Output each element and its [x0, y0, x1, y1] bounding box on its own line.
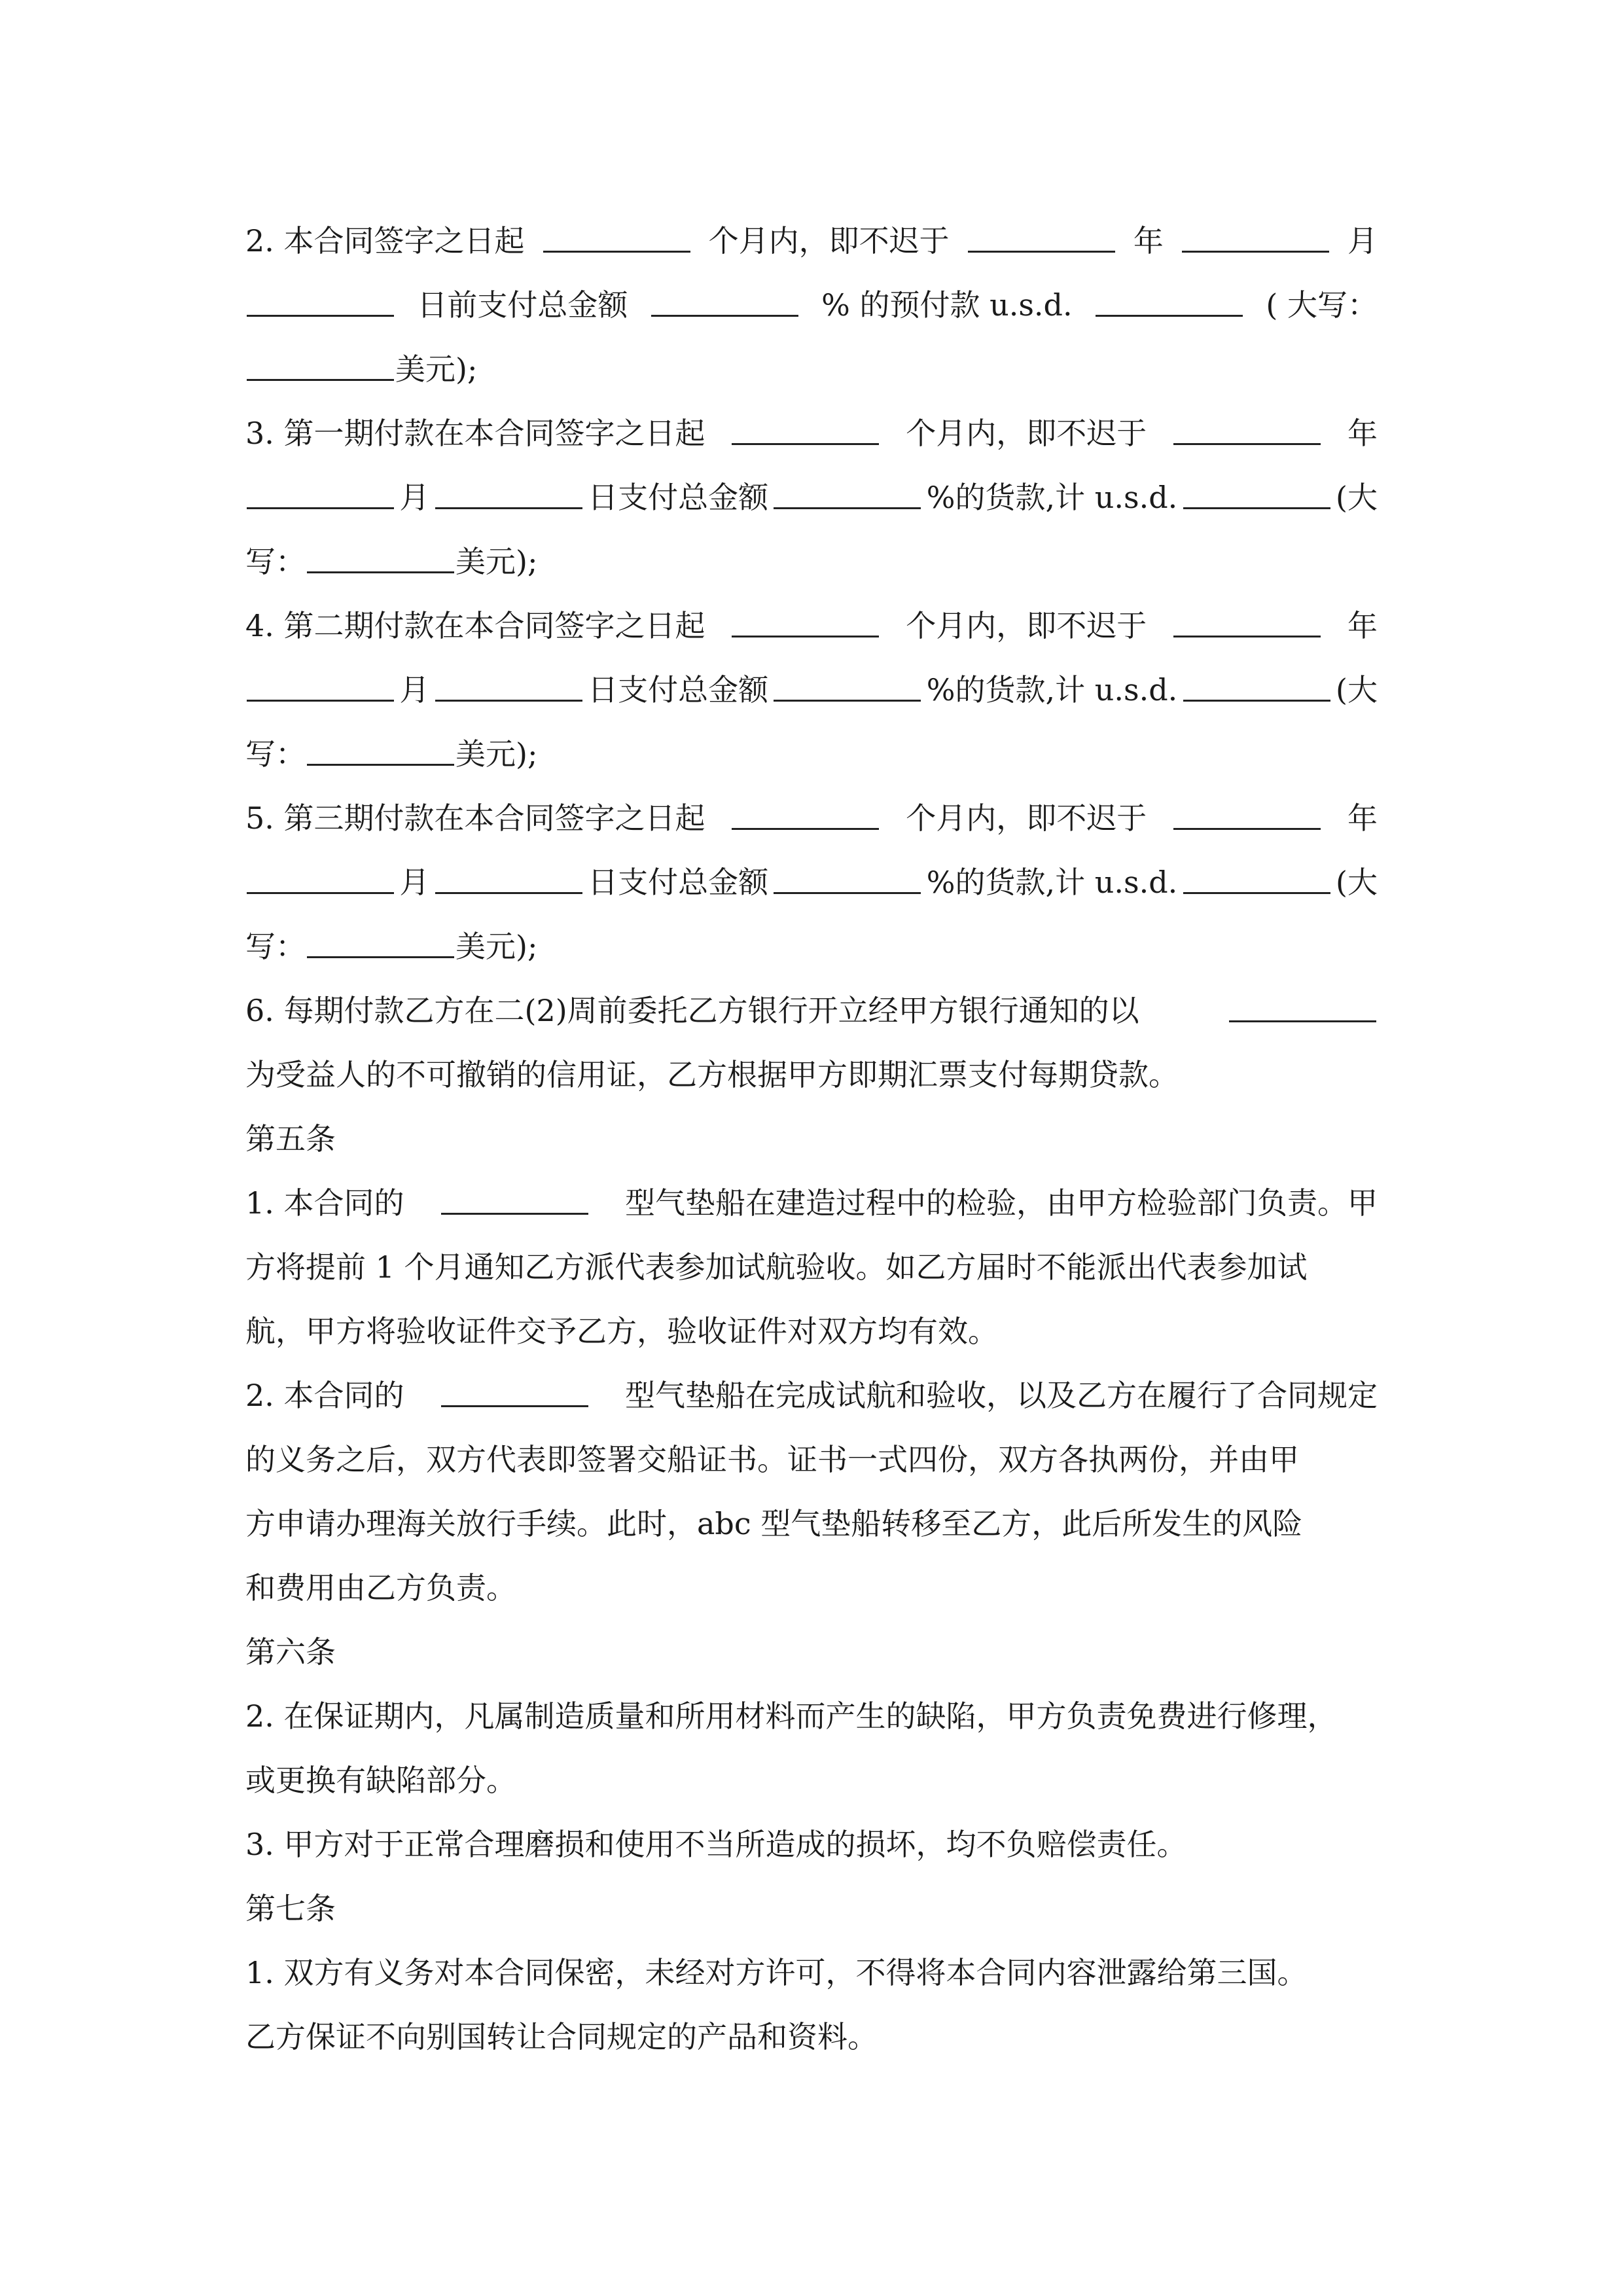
text: 年 — [1347, 608, 1378, 643]
text: 个月内，即不迟于 — [906, 416, 1147, 451]
clause-3-line-1 — [245, 389, 1378, 453]
blank-year — [1173, 414, 1321, 445]
blank-amount — [1183, 863, 1330, 894]
text: (大 — [1336, 480, 1378, 515]
text: 乙方保证不向别国转让合同规定的产品和资料。 — [245, 2019, 878, 2054]
blank-year — [1173, 799, 1321, 830]
text: 个月内，即不迟于 — [906, 608, 1147, 643]
text: 月 — [399, 865, 430, 900]
heading: 第七条 — [245, 1891, 336, 1926]
clause-6-line-2 — [245, 1030, 1378, 1094]
blank-year — [968, 222, 1115, 253]
blank-day — [435, 478, 582, 509]
text: % 的预付款 u.s.d. — [821, 287, 1073, 323]
article-6-clause-2-line-2 — [245, 1736, 1378, 1800]
text: 日前支付总金额 — [417, 287, 628, 323]
article-5-clause-2-line-2 — [245, 1415, 1378, 1479]
text: 月 — [1347, 223, 1378, 259]
text: 3. 甲方对于正常合理磨损和使用不当所造成的损坏，均不负赔偿责任。 — [245, 1827, 1187, 1862]
text: 6. 每期付款乙方在二(2)周前委托乙方银行开立经甲方银行通知的以 — [245, 993, 1139, 1028]
article-7-heading — [245, 1864, 1378, 1928]
text: 为受益人的不可撤销的信用证，乙方根据甲方即期汇票支付每期贷款。 — [245, 1057, 1179, 1092]
blank-percent — [774, 671, 921, 702]
clause-5-line-2 — [245, 838, 1378, 902]
text: 写： — [245, 544, 306, 579]
text: 2. 在保证期内，凡属制造质量和所用材料而产生的缺陷，甲方负责免费进行修理， — [245, 1698, 1338, 1734]
blank-month — [247, 671, 394, 702]
blank-amount — [1096, 286, 1243, 317]
text: 1. 本合同的 — [245, 1185, 404, 1221]
text: 型气垫船在完成试航和验收，以及乙方在履行了合同规定 — [624, 1378, 1378, 1413]
text: (大 — [1336, 865, 1378, 900]
text: 写： — [245, 736, 306, 772]
text: 美元); — [455, 929, 538, 964]
article-5-clause-2-line-3 — [245, 1479, 1378, 1543]
text: (大 — [1336, 672, 1378, 708]
article-6-clause-2-line-1 — [245, 1672, 1378, 1736]
article-5-heading — [245, 1094, 1378, 1158]
blank-day — [247, 286, 394, 317]
blank-amount-words — [307, 735, 454, 766]
blank-amount-words — [307, 543, 454, 573]
text: 写： — [245, 929, 306, 964]
text: 方申请办理海关放行手续。此时，abc 型气垫船转移至乙方，此后所发生的风险 — [245, 1506, 1303, 1541]
text: %的货款,计 u.s.d. — [926, 865, 1178, 900]
blank-month — [247, 863, 394, 894]
heading: 第六条 — [245, 1634, 336, 1670]
text: 个月内，即不迟于 — [708, 223, 950, 259]
blank-day — [435, 671, 582, 702]
clause-2-line-3 — [245, 325, 1378, 389]
clause-6-line-1 — [245, 966, 1378, 1030]
article-5-clause-1-line-2 — [245, 1223, 1378, 1287]
heading: 第五条 — [245, 1121, 336, 1157]
blank-percent — [774, 863, 921, 894]
text: 的义务之后，双方代表即签署交船证书。证书一式四份，双方各执两份，并由甲 — [245, 1442, 1299, 1477]
text: 美元); — [455, 544, 538, 579]
text: 日支付总金额 — [588, 480, 769, 515]
text: 年 — [1347, 416, 1378, 451]
text: 日支付总金额 — [588, 672, 769, 708]
text: 航，甲方将验收证件交予乙方，验收证件对双方均有效。 — [245, 1314, 998, 1349]
text: 美元); — [395, 351, 478, 387]
blank-model — [441, 1376, 588, 1407]
text: 和费用由乙方负责。 — [245, 1570, 516, 1605]
text: 型气垫船在建造过程中的检验，由甲方检验部门负责。甲 — [624, 1185, 1378, 1221]
document-body — [245, 196, 1378, 2056]
text: 月 — [399, 480, 430, 515]
text: %的货款,计 u.s.d. — [926, 480, 1178, 515]
blank-percent — [774, 478, 921, 509]
blank-months — [732, 799, 879, 830]
text: 日支付总金额 — [588, 865, 769, 900]
article-5-clause-2-line-4 — [245, 1543, 1378, 1607]
text: 1. 双方有义务对本合同保密，未经对方许可，不得将本合同内容泄露给第三国。 — [245, 1955, 1308, 1990]
article-7-clause-1-line-1 — [245, 1928, 1378, 1992]
clause-5-line-3 — [245, 902, 1378, 966]
clause-4-line-1 — [245, 581, 1378, 645]
clause-3-line-3 — [245, 517, 1378, 581]
blank-model — [441, 1184, 588, 1215]
text: 2. 本合同签字之日起 — [245, 223, 525, 259]
text: 3. 第一期付款在本合同签字之日起 — [245, 416, 705, 451]
text: ( 大写： — [1266, 287, 1378, 323]
text: 年 — [1133, 223, 1164, 259]
blank-month — [247, 478, 394, 509]
blank-amount-words — [307, 927, 454, 958]
clause-5-line-1 — [245, 774, 1378, 838]
article-5-clause-1-line-1 — [245, 1158, 1378, 1223]
clause-2-line-1 — [245, 196, 1378, 260]
blank-year — [1173, 607, 1321, 637]
blank-amount — [1183, 478, 1330, 509]
clause-4-line-2 — [245, 645, 1378, 709]
text: 年 — [1347, 800, 1378, 836]
text: 个月内，即不迟于 — [906, 800, 1147, 836]
text: 月 — [399, 672, 430, 708]
blank-months — [543, 222, 690, 253]
text: %的货款,计 u.s.d. — [926, 672, 1178, 708]
text: 5. 第三期付款在本合同签字之日起 — [245, 800, 705, 836]
article-7-clause-1-line-2 — [245, 1992, 1378, 2056]
blank-beneficiary — [1229, 992, 1376, 1022]
blank-amount-words — [247, 350, 394, 381]
clause-2-line-2 — [245, 260, 1378, 325]
blank-amount — [1183, 671, 1330, 702]
text: 方将提前 1 个月通知乙方派代表参加试航验收。如乙方届时不能派出代表参加试 — [245, 1249, 1308, 1285]
blank-day — [435, 863, 582, 894]
blank-months — [732, 607, 879, 637]
blank-month — [1182, 222, 1329, 253]
article-6-clause-3 — [245, 1800, 1378, 1864]
article-6-heading — [245, 1607, 1378, 1672]
clause-3-line-2 — [245, 453, 1378, 517]
article-5-clause-1-line-3 — [245, 1287, 1378, 1351]
article-5-clause-2-line-1 — [245, 1351, 1378, 1415]
text: 美元); — [455, 736, 538, 772]
blank-months — [732, 414, 879, 445]
text: 2. 本合同的 — [245, 1378, 404, 1413]
text: 4. 第二期付款在本合同签字之日起 — [245, 608, 705, 643]
clause-4-line-3 — [245, 709, 1378, 774]
blank-percent — [651, 286, 798, 317]
text: 或更换有缺陷部分。 — [245, 1763, 516, 1798]
